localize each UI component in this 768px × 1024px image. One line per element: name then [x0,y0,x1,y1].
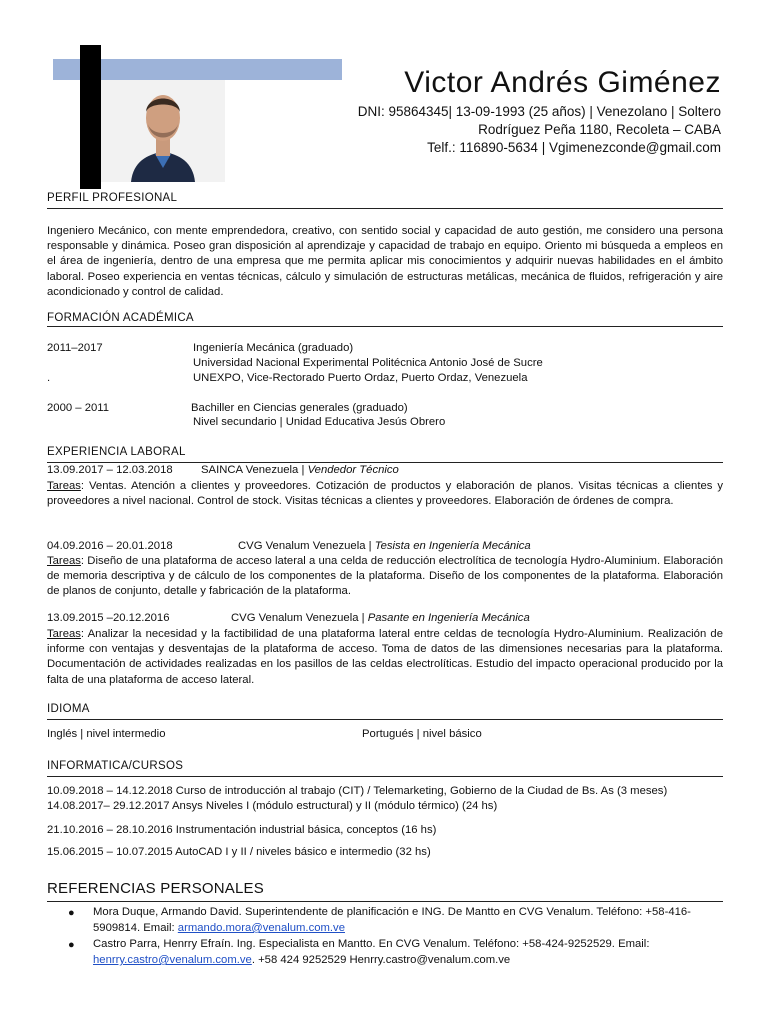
job-company-name: SAINCA Venezuela | [201,464,308,476]
edu-period: 2011–2017 [47,342,103,354]
reference-text: Mora Duque, Armando David. Superintendente de planificación e ING. De Mantto en CVG Venalum. Teléfono: +58-416-5909814. Email: [93,906,691,934]
job-dates: 04.09.2016 – 20.01.2018 [47,540,173,552]
section-title-perfil: PERFIL PROFESIONAL [47,192,178,204]
section-title-experiencia: EXPERIENCIA LABORAL [47,446,186,458]
job-tasks: : Ventas. Atención a clientes y proveedores. Cotización de productos y elaboración de planos. Visitas técnicas a clientes y proveedores a nivel nacional. Control de stock. Visitas técnicas a clientes y proveedores. Elaboración de órdenes de compra. [47,480,723,508]
job-tasks: : Analizar la necesidad y la factibilidad de una plataforma lateral entre celdas de tecnología Hydro-Aluminium. Realización de informe con ventajas y desventajas de la plataforma de acceso. Toma de datos de las dimensiones necesarias para la plataforma. Documentación de actividades realizadas en los pasillos de las celdas electrolíticas. Estudio del impacto operacional producido por la falta de una plataforma de acceso lateral. [47,628,723,686]
section-title-formacion: FORMACIÓN ACADÉMICA [47,312,194,324]
edu-degree: Bachiller en Ciencias generales (graduado) [191,402,408,414]
contact-line: Telf.: 116890-5634 | Vgimenezconde@gmail.com [427,140,721,155]
section-title-idioma: IDIOMA [47,703,90,715]
edu-institution: Nivel secundario | Unidad Educativa Jesús Obrero [193,416,446,428]
job-company [231,612,530,624]
job-role: Tesista en Ingeniería Mecánica [374,540,531,552]
reference-item [93,936,721,968]
section-divider [47,326,723,327]
perfil-text: Ingeniero Mecánico, con mente emprendedora, creativo, con sentido social y capacidad de auto gestión, me considero una persona responsable y dinámica. Poseo gran disposición al aprendizaje y capacidad de trabajo en equipo. Oriento mi búsqueda a empleos en el área de ingeniería, dentro de una empresa que me permita aplicar mis conocimientos y adquirir nuevas habilidades en el ámbito laboral. Poseo experiencia en ventas técnicas, cálculo y simulación de estructuras metálicas, mecánica de fluidos, refrigeración y aire acondicionado y control de calidad. [47,225,723,298]
job-company-name: CVG Venalum Venezuela | [231,612,368,624]
section-title-cursos: INFORMATICA/CURSOS [47,760,184,772]
job-company [238,540,531,552]
job-dates: 13.09.2017 – 12.03.2018 [47,464,173,476]
job-company-name: CVG Venalum Venezuela | [238,540,375,552]
section-divider [47,901,723,902]
language-english: Inglés | nivel intermedio [47,728,166,740]
section-divider [47,719,723,720]
job-role: Pasante en Ingeniería Mecánica [367,612,530,624]
job-tasks: : Diseño de una plataforma de acceso lateral a una celda de reducción electrolítica de tecnología Hydro-Aluminium. Elaboración de memoria descriptiva y de cálculo de los componentes de la plataforma. Diseño de los componentes de la plataforma. Elaboración de planos de conjunto, detalle y fabricación de la plataforma. [47,555,723,598]
job-role: Vendedor Técnico [307,464,399,476]
profile-photo [101,80,225,182]
job-description [47,627,723,688]
edu-institution: Universidad Nacional Experimental Politécnica Antonio José de Sucre [193,357,543,369]
language-portuguese: Portugués | nivel básico [362,728,482,740]
personal-data-line: DNI: 95864345| 13-09-1993 (25 años) | Venezolano | Soltero [357,104,721,119]
course-item: 15.06.2015 – 10.07.2015 AutoCAD I y II / niveles básico e intermedio (32 hs) [47,846,431,858]
section-title-referencias: REFERENCIAS PERSONALES [47,880,264,897]
reference-extra: . +58 424 9252529 Henrry.castro@venalum.com.ve [251,954,511,966]
candidate-name: Victor Andrés Giménez [404,66,721,99]
job-description [47,479,723,509]
edu-period: 2000 – 2011 [47,402,109,414]
edu-location: UNEXPO, Vice-Rectorado Puerto Ordaz, Puerto Ordaz, Venezuela [193,372,528,384]
tareas-label: Tareas [47,555,81,567]
course-item: 10.09.2018 – 14.12.2018 Curso de introducción al trabajo (CIT) / Telemarketing, Gobierno de la Ciudad de Bs. As (3 meses) [47,785,668,797]
reference-email-link[interactable]: henrry.castro@venalum.com.ve [93,954,252,966]
edu-degree: Ingeniería Mecánica (graduado) [193,342,354,354]
address-line: Rodríguez Peña 1180, Recoleta – CABA [478,122,721,137]
header-black-bar [80,45,101,189]
course-item: 21.10.2016 – 28.10.2016 Instrumentación industrial básica, conceptos (16 hs) [47,824,437,836]
reference-text: Castro Parra, Henrry Efraín. Ing. Especialista en Mantto. En CVG Venalum. Teléfono: +58-424-9252529. Email: [93,938,650,950]
job-company [201,464,399,476]
person-portrait-icon [101,80,225,182]
reference-item [93,904,721,936]
reference-email-link[interactable]: armando.mora@venalum.com.ve [177,922,345,934]
course-item: 14.08.2017– 29.12.2017 Ansys Niveles I (módulo estructural) y II (módulo térmico) (24 hs) [47,800,498,812]
tareas-label: Tareas [47,628,81,640]
section-divider [47,776,723,777]
job-description [47,554,723,600]
section-divider [47,208,723,209]
section-divider [47,462,723,463]
job-dates: 13.09.2015 –20.12.2016 [47,612,170,624]
tareas-label: Tareas [47,480,81,492]
edu-dot: . [47,372,51,384]
bullet-icon: ● [68,907,75,919]
bullet-icon: ● [68,939,75,951]
